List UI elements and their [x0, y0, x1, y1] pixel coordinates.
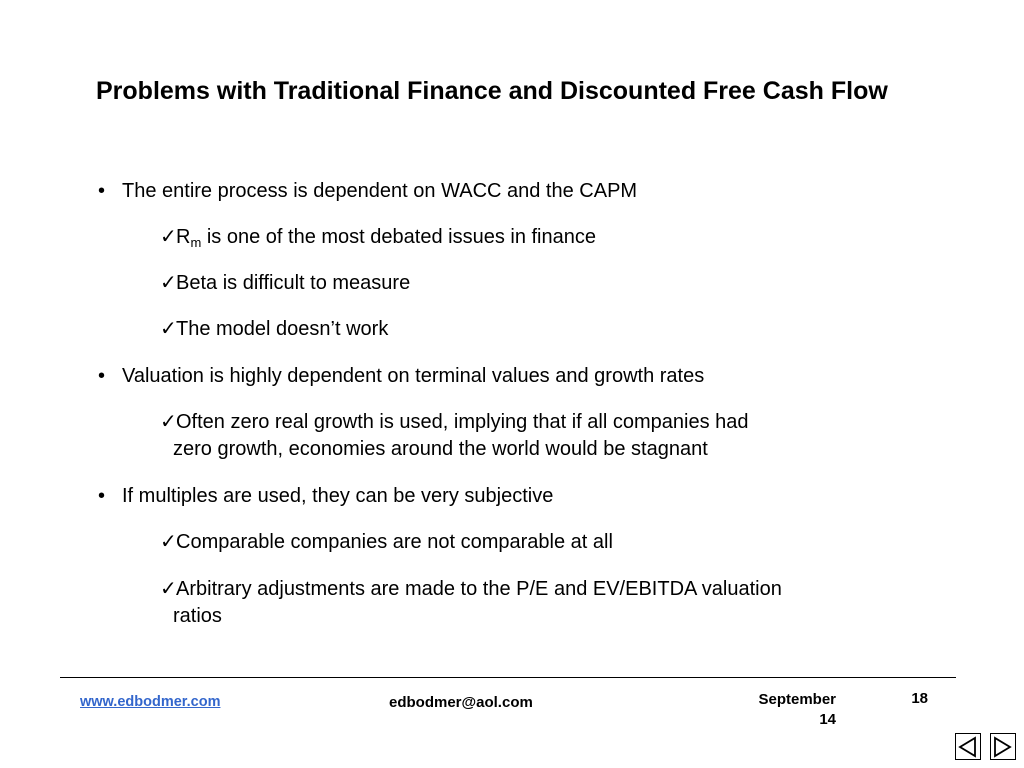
sub-item-text: [176, 224, 596, 256]
previous-slide-button[interactable]: [955, 733, 981, 760]
sub-item-text: Beta is difficult to measure: [176, 272, 411, 294]
sub-item-text: Arbitrary adjustments are made to the P/E and EV/EBITDA valuation: [176, 578, 782, 600]
slide-title: Problems with Traditional Finance and Discounted Free Cash Flow: [96, 77, 888, 105]
checkmark-icon: ✓: [160, 411, 177, 433]
checkmark-icon: ✓: [160, 226, 177, 248]
checkmark-icon: ✓: [160, 531, 177, 553]
bullet-text: If multiples are used, they can be very subjective: [122, 485, 554, 507]
bullet-text: The entire process is dependent on WACC and the CAPM: [122, 180, 638, 202]
sub-item-text: Often zero real growth is used, implying that if all companies had: [176, 411, 749, 433]
bullet-dot: •: [98, 485, 106, 507]
rm-symbol: R: [176, 226, 191, 248]
footer-date-month: September: [758, 691, 836, 708]
sub-item-continuation-text: ratios: [173, 605, 222, 627]
triangle-left-icon: [956, 735, 979, 759]
footer-divider: [60, 677, 956, 678]
bullet-dot: •: [98, 180, 106, 202]
bullet-text: Valuation is highly dependent on terminal values and growth rates: [122, 365, 705, 387]
checkmark-icon: ✓: [160, 272, 177, 294]
bullet-dot: •: [98, 365, 106, 387]
footer-date: [736, 690, 836, 730]
footer-date-day: 14: [819, 711, 836, 728]
checkmark-icon: ✓: [160, 578, 177, 600]
triangle-right-icon: [991, 735, 1014, 759]
footer-email: edbodmer@aol.com: [389, 694, 533, 711]
checkmark-icon: ✓: [160, 318, 177, 340]
sub-item-rest: is one of the most debated issues in finance: [201, 226, 596, 248]
website-link[interactable]: www.edbodmer.com: [80, 694, 221, 710]
sub-item-text: Comparable companies are not comparable at all: [176, 531, 613, 553]
next-slide-button[interactable]: [990, 733, 1016, 760]
rm-subscript: m: [190, 235, 202, 250]
sub-item-continuation-text: zero growth, economies around the world would be stagnant: [173, 438, 708, 460]
page-number: 18: [911, 690, 928, 707]
sub-item-text: The model doesn’t work: [176, 318, 389, 340]
